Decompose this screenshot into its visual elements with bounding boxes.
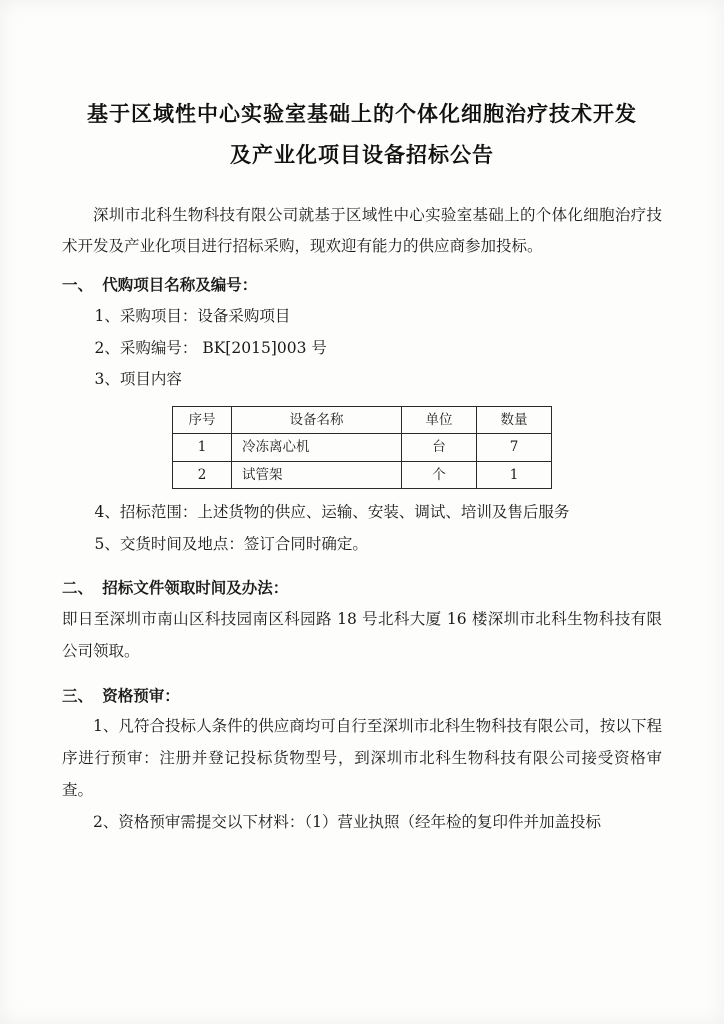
list-item: 5、交货时间及地点：签订合同时确定。: [94, 534, 368, 553]
section-number-3: 三、: [62, 685, 94, 705]
table-cell: 试管架: [232, 461, 402, 488]
intro-paragraph: 深圳市北科生物科技有限公司就基于区域性中心实验室基础上的个体化细胞治疗技术开发及产业化项目进行招标采购，现欢迎有能力的供应商参加投标。: [62, 205, 662, 256]
section-2-body: 即日至深圳市南山区科技园南区科园路 18 号北科大厦 16 楼深圳市北科生物科技有限公司领取。: [62, 610, 662, 660]
document-title-line1: 基于区域性中心实验室基础上的个体化细胞治疗技术开发: [87, 101, 637, 126]
section-heading-2: [62, 572, 662, 604]
table-cell: 1: [173, 434, 232, 461]
section-heading-3: [62, 680, 662, 712]
table-row: [173, 461, 552, 488]
list-item: 1、采购项目：设备采购项目: [94, 306, 291, 325]
table-header-cell: 序号: [173, 407, 232, 434]
table-header-cell: 设备名称: [232, 407, 402, 434]
list-item: 2、采购编号： BK[2015]003 号: [94, 338, 327, 357]
section-title-3: 资格预审：: [102, 685, 180, 705]
document-title-line2: 及产业化项目设备招标公告: [230, 141, 494, 167]
section-3-paragraph: 2、资格预审需提交以下材料：（1）营业执照（经年检的复印件并加盖投标: [93, 812, 601, 831]
section-title-2: 招标文件领取时间及办法：: [102, 578, 289, 598]
table-cell: 7: [477, 434, 552, 461]
table-row: [173, 434, 552, 461]
table-header-cell: 数量: [477, 407, 552, 434]
section-number-2: 二、: [62, 578, 94, 598]
section-title-1: 代购项目名称及编号：: [102, 275, 258, 295]
table-cell: 个: [402, 461, 477, 488]
table-cell: 台: [402, 434, 477, 461]
table-header-row: [173, 407, 552, 434]
section-number-1: 一、: [62, 275, 94, 295]
table-cell: 1: [477, 461, 552, 488]
list-item: 3、项目内容: [94, 370, 182, 389]
table-header-cell: 单位: [402, 407, 477, 434]
equipment-table: [172, 406, 552, 489]
table-cell: 冷冻离心机: [232, 434, 402, 461]
section-3-paragraph: 1、凡符合投标人条件的供应商均可自行至深圳市北科生物科技有限公司，按以下程序进行预审：注册并登记投标货物型号，到深圳市北科生物科技有限公司接受资格审查。: [62, 717, 662, 799]
section-heading-1: [62, 269, 662, 301]
list-item: 4、招标范围：上述货物的供应、运输、安装、调试、培训及售后服务: [94, 502, 570, 521]
table-cell: 2: [173, 461, 232, 488]
